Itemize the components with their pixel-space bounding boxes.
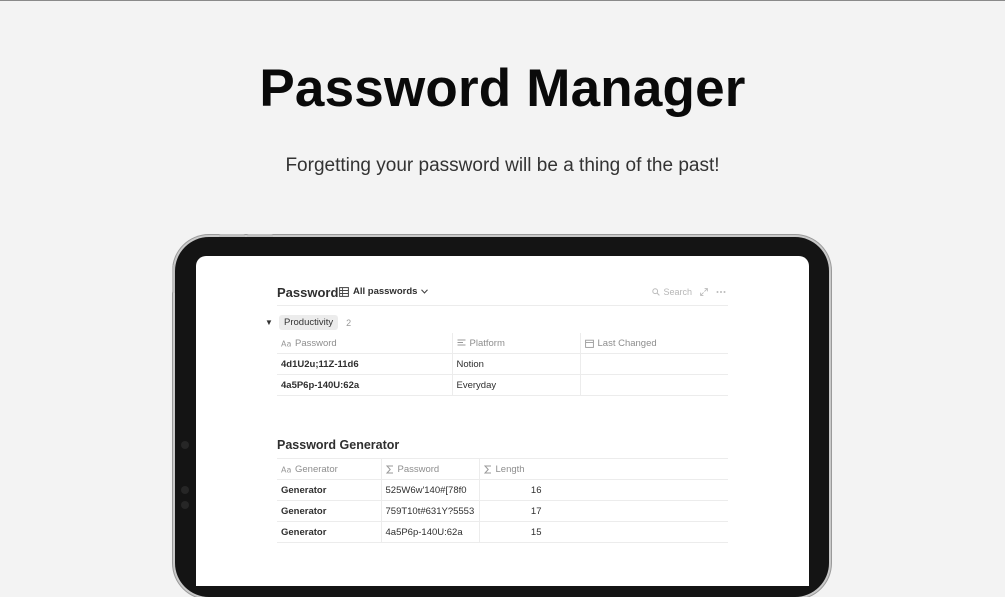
hero-title: Password Manager <box>259 59 746 118</box>
svg-text:Aa: Aa <box>281 339 291 347</box>
table-row[interactable] <box>277 375 728 396</box>
generated-password-cell[interactable]: 4a5P6p-140U:62a <box>381 522 479 543</box>
password-table <box>277 333 728 396</box>
hero-subtitle: Forgetting your password will be a thing of the past! <box>285 155 720 176</box>
text-aa-icon <box>281 339 291 347</box>
length-value: 17 <box>530 505 542 517</box>
chevron-down-icon <box>421 289 428 294</box>
generator-title[interactable]: Password Generator <box>277 438 400 452</box>
platform-cell[interactable]: Notion <box>452 354 580 375</box>
last-changed-cell[interactable] <box>580 354 728 375</box>
svg-text:Aa: Aa <box>281 465 291 473</box>
table-row[interactable] <box>277 501 728 522</box>
length-cell[interactable] <box>479 501 728 522</box>
column-header-generator[interactable]: Aa Generator <box>277 459 381 480</box>
table-row[interactable] <box>277 354 728 375</box>
generator-cell[interactable]: Generator <box>277 501 381 522</box>
column-header-length[interactable]: Length <box>479 459 728 480</box>
sigma-icon <box>484 465 492 474</box>
tablet-frame <box>175 237 829 597</box>
tablet-sensor-dot <box>181 486 189 494</box>
calendar-icon <box>585 339 594 348</box>
group-count: 2 <box>346 317 352 328</box>
database-title[interactable]: Password <box>277 285 339 300</box>
column-header-password[interactable]: Aa Password <box>277 333 452 354</box>
generator-cell[interactable]: Generator <box>277 480 381 501</box>
length-value: 16 <box>530 484 542 496</box>
tablet-button-top-2 <box>247 234 273 237</box>
generator-table <box>277 459 728 543</box>
search-label: Search <box>663 287 692 297</box>
password-cell[interactable]: 4d1U2u;11Z-11d6 <box>277 354 452 375</box>
length-cell[interactable] <box>479 522 728 543</box>
lines-icon <box>457 339 466 347</box>
top-border <box>0 0 1005 1</box>
sigma-icon <box>386 465 394 474</box>
generated-password-cell[interactable]: 759T10t#631Y?5553 <box>381 501 479 522</box>
group-row-productivity[interactable] <box>265 315 351 330</box>
expand-icon[interactable] <box>700 288 708 296</box>
length-value: 15 <box>530 526 542 538</box>
search-icon <box>652 288 660 296</box>
table-header-row <box>277 459 728 480</box>
tablet-button-top-1 <box>219 234 245 237</box>
length-cell[interactable] <box>479 480 728 501</box>
tablet-sensor-dot <box>181 441 189 449</box>
generated-password-cell[interactable]: 525W6w'140#[78f0 <box>381 480 479 501</box>
password-cell[interactable]: 4a5P6p-140U:62a <box>277 375 452 396</box>
caret-down-icon[interactable]: ▼ <box>265 318 273 327</box>
column-header-password[interactable]: Password <box>381 459 479 480</box>
last-changed-cell[interactable] <box>580 375 728 396</box>
platform-cell[interactable]: Everyday <box>452 375 580 396</box>
tablet-screen <box>196 256 809 586</box>
database-toolbar <box>652 287 726 297</box>
tablet-sensor-dot <box>181 501 189 509</box>
table-row[interactable] <box>277 480 728 501</box>
search-button[interactable] <box>652 287 692 297</box>
view-tab-all-passwords[interactable] <box>339 286 428 297</box>
table-icon <box>339 287 349 297</box>
table-header-row <box>277 333 728 354</box>
table-row[interactable] <box>277 522 728 543</box>
tablet-button-side <box>172 265 175 293</box>
database-header <box>277 283 728 306</box>
generator-cell[interactable]: Generator <box>277 522 381 543</box>
column-header-last-changed[interactable]: Last Changed <box>580 333 728 354</box>
text-aa-icon <box>281 465 291 473</box>
column-header-platform[interactable]: Platform <box>452 333 580 354</box>
view-tab-label: All passwords <box>353 286 418 297</box>
more-icon[interactable] <box>716 290 726 294</box>
group-tag: Productivity <box>279 315 338 330</box>
